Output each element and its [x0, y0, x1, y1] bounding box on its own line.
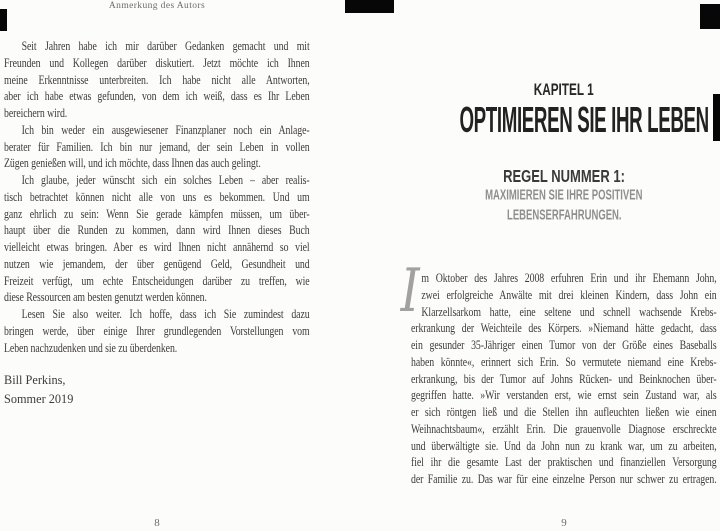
body-line: m Oktober des Jahres 2008 erfuhren Erin und ihr Ehemann John, — [421, 271, 717, 285]
body-line: bringen werde, über einige Ihrer grundlegenden Vorstellungen vom — [4, 323, 310, 338]
body-line: Lesen Sie also weiter. Ich hoffe, dass ich Sie zumindest dazu — [21, 307, 310, 321]
body-line: vielleicht etwas bringen. Aber es wird Ihnen nicht annähernd so viel — [4, 240, 310, 254]
scan-mark-right-edge — [713, 94, 720, 141]
running-header: Anmerkung des Autors — [108, 1, 206, 11]
body-line: gegriffen hatte. »Wir verstanden erst, wie ernst sein Zustand war, als — [411, 388, 717, 403]
rule-subtitle-line-2 — [411, 208, 717, 224]
signature-block — [4, 371, 73, 409]
chapter-kicker-text: KAPITEL 1 — [534, 80, 594, 99]
body-line: bereichern wird. — [4, 106, 68, 120]
rule-heading — [411, 166, 717, 186]
body-line: fiel ihr die gesamte Last der praktischen und finanziellen Versorgung — [411, 455, 717, 470]
body-line: er sich röntgen ließ und die Stellen ihn aufleuchten ließen wie einen — [411, 405, 717, 419]
right-page-body — [400, 256, 717, 488]
scan-mark-top-left — [0, 9, 7, 31]
body-line: diese Ressourcen am besten genutzt werden können. — [4, 290, 207, 305]
body-line: erkrankung, bis der Tumor auf Johns Rücken- und Beinknochen über- — [411, 371, 717, 386]
page-number-left: 8 — [154, 517, 160, 529]
body-line: Freizeit verfügt, um echte Entscheidungen darüber zu treffen, wie — [4, 273, 310, 288]
body-line: Ich bin weder ein ausgewiesener Finanzplaner noch ein Anlage- — [21, 122, 310, 137]
drop-cap: I — [400, 256, 420, 326]
body-line: erkrankung der Weichteile des Körpers. »Niemand hätte gedacht, dass — [411, 321, 717, 336]
body-line: Klarzellsarkom hatte, eine seltene und schnell wachsende Krebs- — [421, 304, 717, 319]
rule-subtitle-text-2: LEBENSERFAHRUNGEN. — [506, 208, 622, 224]
body-line: tisch betrachtet können nicht alle von uns es bekommen. Und um — [4, 189, 310, 204]
rule-subtitle-text-1: MAXIMIEREN SIE IHRE POSITIVEN — [485, 188, 643, 204]
scan-mark-top-right — [700, 4, 720, 29]
body-line: Freunden und Kollegen darüber diskutiert. Jetzt möchte ich Ihnen — [4, 55, 310, 70]
body-line: der Familie zu. Das war für eine einzelne Person nur schwer zu ertragen. — [411, 472, 717, 486]
body-line: haupt über die Runden zu kommen, dann wird Ihnen dieses Buch — [4, 223, 310, 238]
body-line: meine Erkenntnisse unterbreiten. Ich habe nicht alle Antworten, — [4, 72, 310, 87]
chapter-kicker — [411, 80, 717, 99]
body-line: und überwältigte sie. Und da John nun zu krank war, um zu arbeiten, — [411, 438, 717, 453]
scan-mark-top-center — [345, 0, 394, 13]
rule-subtitle-line-1 — [411, 188, 717, 204]
rule-heading-text: REGEL NUMMER 1: — [503, 166, 625, 186]
body-line: Weihnachtsbaum«, erzählt Erin. Die grauenvolle Diagnose erschreckte — [411, 421, 717, 436]
signature-name: Bill Perkins, — [4, 373, 66, 387]
body-line: haben könnte«, erinnert sich Erin. So vermutete niemand eine Krebs- — [411, 354, 717, 369]
body-line: nutzen wie jemandem, der über genügend Geld, Gesundheit und — [4, 256, 310, 271]
body-line: Leben nachzudenken und sie zu überdenken. — [4, 340, 178, 355]
chapter-title — [411, 99, 717, 141]
signature-date: Sommer 2019 — [4, 392, 74, 407]
body-line: Seit Jahren habe ich mir darüber Gedanken gemacht und mit — [21, 39, 310, 53]
body-line: ganz ehrlich zu sein: Wenn Sie gerade kämpfen müssen, um über- — [4, 206, 310, 221]
left-page-body — [4, 38, 310, 356]
body-line: Zügen genießen will, und ich möchte, dass Ihnen das auch gelingt. — [4, 156, 261, 171]
body-line: aber ich habe etwas gefunden, von dem ich weiß, dass es Ihr Leben — [4, 89, 310, 104]
page-number-right: 9 — [561, 517, 567, 529]
body-line: Ich glaube, jeder wünscht sich ein solches Leben – aber realis- — [21, 173, 310, 187]
body-line: zwei erfolgreiche Anwälte mit drei kleinen Kindern, dass John ein — [421, 287, 717, 302]
chapter-title-text: OPTIMIEREN SIE IHR LEBEN — [459, 99, 709, 141]
body-line: berater für Familien. Ich bin nur jemand, der sein Leben in vollen — [4, 139, 310, 154]
body-line: ein gesunder 35-Jähriger einen Tumor von der Größe eines Baseballs — [411, 338, 717, 352]
